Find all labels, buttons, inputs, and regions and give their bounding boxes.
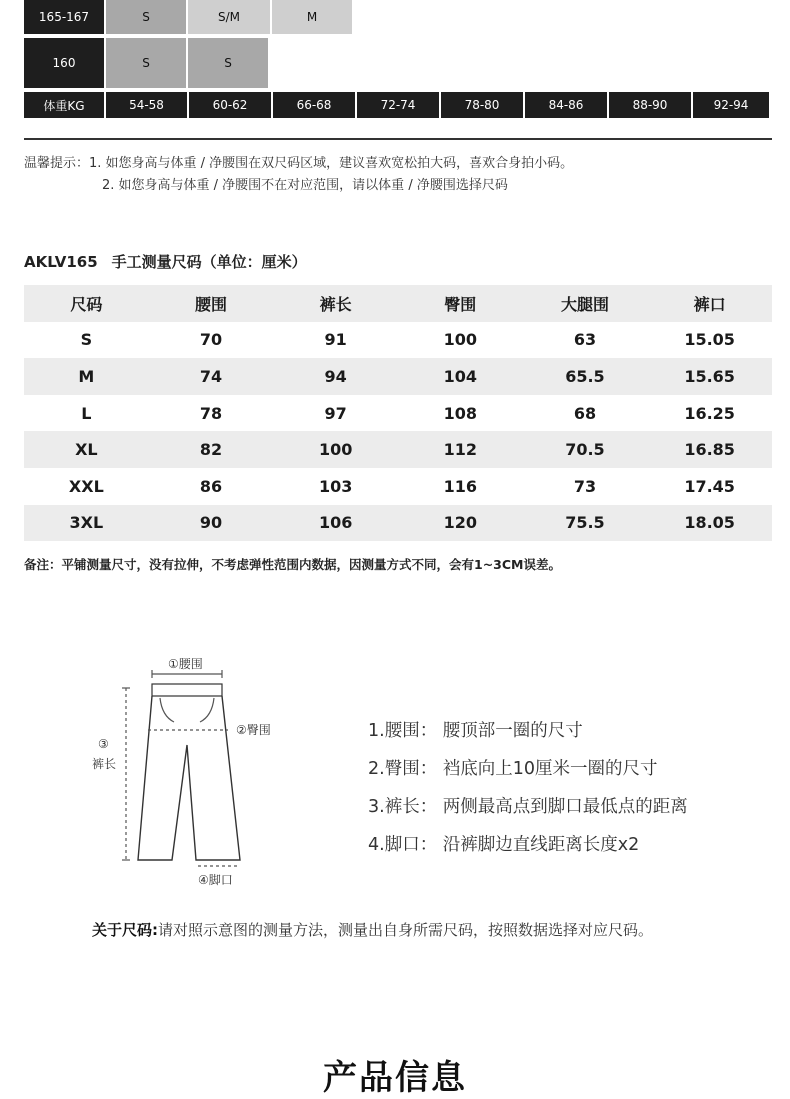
length-number: ③ [98, 737, 109, 751]
weight-cell: 78-80 [441, 92, 523, 118]
weight-cell: 54-58 [106, 92, 187, 118]
table-header: 腰围 [194, 294, 227, 314]
size-cell: S [106, 38, 186, 88]
size-cell: S/M [188, 0, 270, 34]
table-cell: 75.5 [565, 513, 605, 533]
table-cell: 17.45 [684, 476, 735, 496]
size-tips [24, 153, 573, 197]
table-row [24, 322, 772, 359]
table-cell: S [80, 330, 93, 350]
pants-diagram [90, 650, 320, 895]
weight-cell: 72-74 [357, 92, 439, 118]
height-label: 165-167 [24, 0, 104, 34]
table-cell: 82 [199, 440, 223, 460]
legend-item: 4.脚口： 沿裤脚边直线距离长度x2 [368, 835, 640, 855]
measurement-note: 备注：平铺测量尺寸，没有拉伸，不考虑弹性范围内数据，因测量方式不同，会有1~3CM误差。 [24, 557, 561, 572]
table-cell: M [78, 366, 95, 386]
about-size-label: 关于尺码: [92, 921, 158, 939]
table-cell: 73 [573, 476, 597, 496]
table-cell: 74 [199, 366, 223, 386]
table-header-row [24, 285, 772, 322]
tip-line-1: 温馨提示：1. 如您身高与体重 / 净腰围在双尺码区域，建议喜欢宽松拍大码，喜欢合身拍小码。 [24, 156, 574, 171]
size-cell: S [188, 38, 268, 88]
table-cell: 18.05 [684, 513, 735, 533]
table-cell: 90 [199, 513, 223, 533]
product-code: AKLV165 [24, 253, 98, 271]
legend-item: 2.臀围： 裆底向上10厘米一圈的尺寸 [368, 759, 658, 779]
measurement-legend [368, 712, 688, 864]
table-header: 大腿围 [560, 294, 609, 314]
table-cell: L [81, 403, 92, 423]
size-cell: S [106, 0, 186, 34]
table-cell: 15.65 [684, 366, 735, 386]
section-title: 产品信息 [323, 1058, 467, 1098]
table-cell: 116 [443, 476, 477, 496]
table-header: 裤口 [693, 294, 726, 314]
table-title-text: 手工测量尺码（单位：厘米） [111, 253, 307, 271]
table-row [24, 431, 772, 468]
table-cell: XXL [68, 476, 104, 496]
height-row-165 [24, 0, 354, 34]
table-row [24, 358, 772, 395]
table-cell: 103 [318, 476, 353, 496]
table-cell: 97 [324, 403, 347, 423]
height-row-160 [24, 38, 270, 88]
size-table [24, 285, 772, 541]
table-title [24, 251, 307, 272]
weight-row [24, 92, 769, 118]
table-cell: 120 [443, 513, 477, 533]
waistband [152, 684, 222, 696]
table-header: 臀围 [444, 294, 477, 314]
table-cell: 106 [318, 513, 353, 533]
hem-label: ④脚口 [198, 873, 233, 887]
size-cell: M [272, 0, 352, 34]
section-divider [24, 138, 772, 140]
table-cell: 70.5 [565, 440, 605, 460]
table-cell: 104 [443, 366, 477, 386]
weight-cell: 92-94 [693, 92, 769, 118]
legend-item: 3.裤长： 两侧最高点到脚口最低点的距离 [368, 797, 688, 817]
table-row [24, 505, 772, 542]
table-cell: 100 [318, 440, 353, 460]
table-cell: 86 [199, 476, 223, 496]
table-cell: 3XL [69, 513, 104, 533]
table-cell: 65.5 [565, 366, 605, 386]
waist-label: ①腰围 [168, 657, 203, 671]
about-size [92, 914, 712, 946]
about-size-text: 请对照示意图的测量方法，测量出自身所需尺码，按照数据选择对应尺码。 [158, 921, 654, 939]
legend-item: 1.腰围： 腰顶部一圈的尺寸 [368, 721, 583, 741]
table-cell: 108 [443, 403, 477, 423]
length-label: 裤长 [92, 757, 117, 771]
weight-cell: 84-86 [525, 92, 607, 118]
table-cell: 100 [443, 330, 477, 350]
weight-cell: 88-90 [609, 92, 691, 118]
hip-label: ②臀围 [236, 723, 271, 737]
table-cell: 78 [199, 403, 223, 423]
table-cell: 15.05 [684, 330, 735, 350]
height-label: 160 [24, 38, 104, 88]
table-cell: 63 [573, 330, 597, 350]
table-cell: XL [75, 440, 98, 460]
table-cell: 68 [573, 403, 597, 423]
weight-label: 体重KG [24, 92, 104, 118]
weight-cell: 60-62 [189, 92, 271, 118]
table-cell: 112 [443, 440, 477, 460]
table-header: 裤长 [319, 294, 352, 314]
table-cell: 91 [324, 330, 347, 350]
table-row [24, 468, 772, 505]
pants-outline [138, 696, 240, 860]
weight-cell: 66-68 [273, 92, 355, 118]
table-cell: 70 [199, 330, 223, 350]
table-cell: 16.85 [684, 440, 735, 460]
table-cell: 94 [324, 366, 347, 386]
table-row [24, 395, 772, 432]
table-header: 尺码 [70, 294, 103, 314]
tip-line-2: 2. 如您身高与体重 / 净腰围不在对应范围，请以体重 / 净腰围选择尺码 [102, 178, 508, 193]
table-cell: 16.25 [684, 403, 735, 423]
